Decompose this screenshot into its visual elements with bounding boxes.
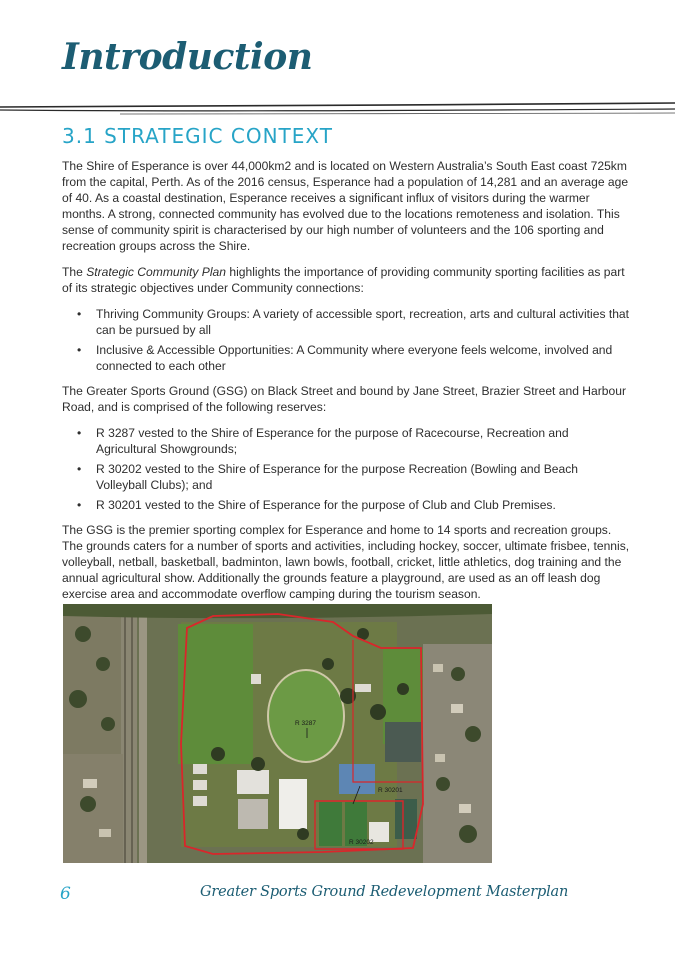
paragraph-3: The Greater Sports Ground (GSG) on Black Street and bound by Jane Street, Brazier Street and Harbour Road, and is comprised of the following reserves: — [62, 384, 626, 414]
chapter-title: Introduction — [62, 36, 313, 78]
list-item: • R 30202 vested to the Shire of Esperance for the purpose Recreation (Bowling and Beach Volleyball Clubs); and — [62, 461, 630, 493]
paragraph-2-prefix: The — [62, 265, 87, 279]
body-content — [62, 158, 630, 612]
objectives-list — [62, 306, 630, 374]
strategic-community-plan-title: Strategic Community Plan — [86, 265, 227, 279]
reserve-label-r3287: R 3287 — [295, 720, 316, 727]
reserves-list — [62, 425, 630, 513]
header-divider — [0, 98, 675, 120]
paragraph-2 — [62, 264, 630, 296]
paragraph-4: The GSG is the premier sporting complex for Esperance and home to 14 sports and recreation groups. The grounds caters for a number of sports and activities, including hockey, soccer, ultimate frisbee, tennis, volleyball, netball, basketball, badminton, lawn bowls, football, cricket, little athletics, dog training and the annual agricultural show. Additionally the grounds feature a playground, are used as an off leash dog exercise area and accommodate overflow camping during the tourism season. — [62, 523, 630, 601]
paragraph-1: The Shire of Esperance is over 44,000km2 and is located on Western Australia’s South East coast 725km from the capital, Perth. As of the 2016 census, Esperance had a population of 14,281 and an average age of 40. As a coastal destination, Esperance receives a significant influx of visitors during the warmer months. A strong, connected community has evolved due to the locations remoteness and isolation. This sense of community spirit is characterised by our high number of volunteers and the 106 sporting and recreation groups across the Shire. — [62, 159, 629, 253]
section-title: 3.1 STRATEGIC CONTEXT — [62, 124, 333, 148]
reserve-label-r30202: R 30202 — [349, 839, 374, 846]
list-item: • Thriving Community Groups: A variety of accessible sport, recreation, arts and cultural activities that can be pursued by all — [62, 306, 630, 338]
aerial-site-map — [63, 604, 492, 863]
paragraph-2-suffix: highlights the importance of providing community sporting facilities as part of its strategic objectives under Community connections: — [62, 265, 625, 295]
list-item: • R 30201 vested to the Shire of Esperance for the purpose of Club and Club Premises. — [62, 497, 630, 513]
list-item: • Inclusive & Accessible Opportunities: A Community where everyone feels welcome, involved and connected to each other — [62, 342, 630, 374]
footer-document-title: Greater Sports Ground Redevelopment Masterplan — [200, 884, 569, 900]
reserve-label-r30201: R 30201 — [378, 787, 403, 794]
page-number: 6 — [60, 884, 71, 904]
list-item: • R 3287 vested to the Shire of Esperance for the purpose of Racecourse, Recreation and Agricultural Showgrounds; — [62, 425, 630, 457]
